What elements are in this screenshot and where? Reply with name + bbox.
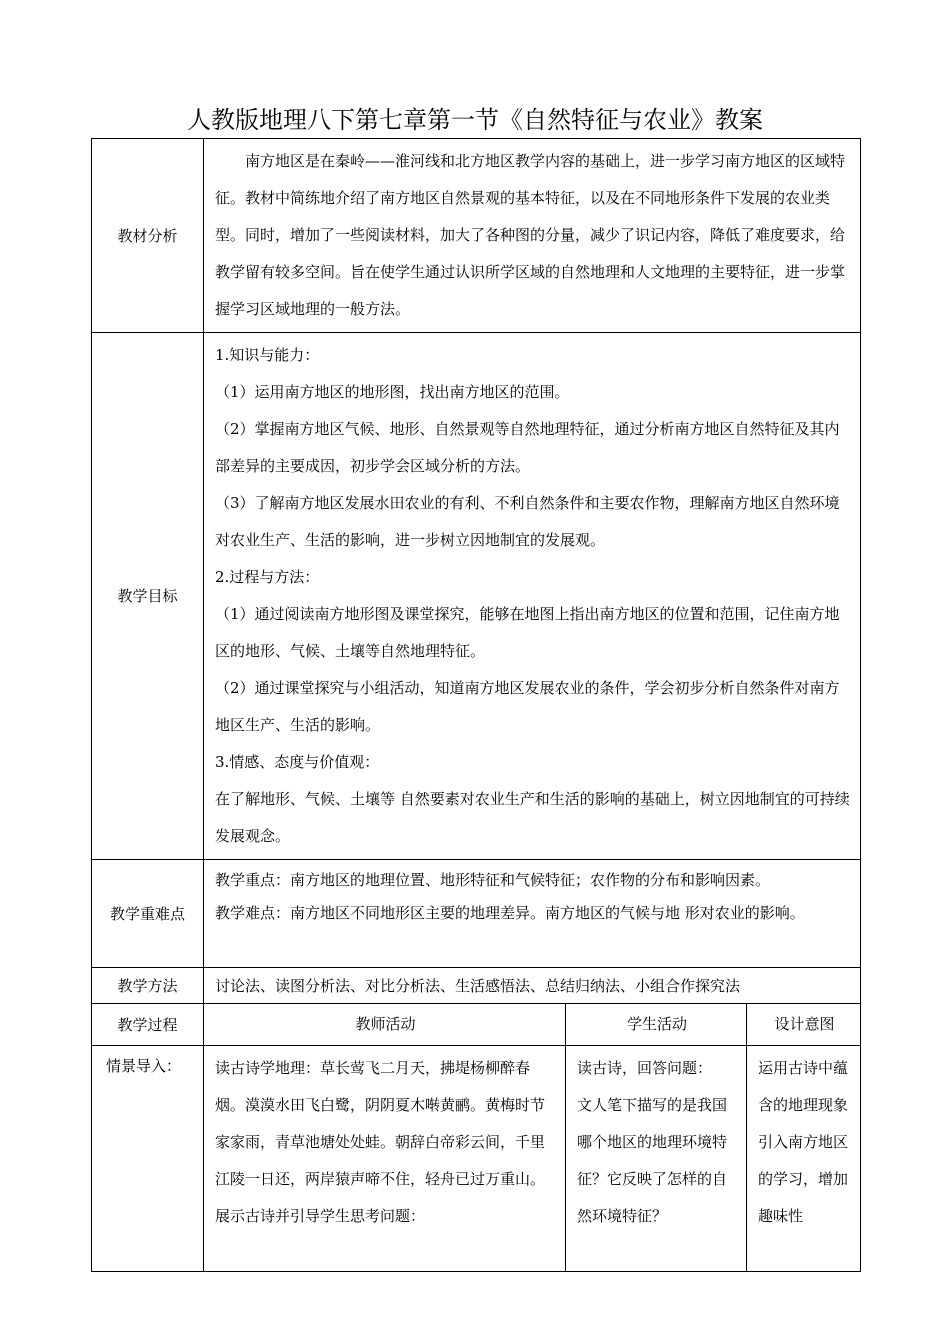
intro-student — [566, 1046, 747, 1272]
methods-text: 讨论法、读图分析法、对比分析法、生活感悟法、总结归纳法、小组合作探究法 — [204, 968, 861, 1004]
row-analysis — [92, 139, 861, 333]
objective-line: 2.过程与方法： — [215, 568, 320, 586]
intent-text: 运用古诗中蕴含的地理现象引入南方地区的学习，增加趣味性 — [758, 1059, 849, 1225]
student-header: 学生活动 — [566, 1004, 747, 1046]
page-title: 人教版地理八下第七章第一节《自然特征与农业》教案 — [187, 106, 763, 134]
analysis-label: 教材分析 — [92, 139, 204, 333]
objective-line: （1）运用南方地区的地形图，找出南方地区的范围。 — [215, 383, 570, 401]
objective-line: （2）掌握南方地区气候、地形、自然景观等自然地理特征，通过分析南方地区自然特征及其内部差异的主要成因，初步学会区域分析的方法。 — [215, 420, 840, 475]
teacher-line: 展示古诗并引导学生思考问题： — [215, 1207, 426, 1225]
keypoint-line: 教学重点：南方地区的地理位置、地形特征和气候特征；农作物的分布和影响因素。 — [215, 871, 771, 889]
objective-line: （1）通过阅读南方地形图及课堂探究，能够在地图上指出南方地区的位置和范围，记住南方地区的地形、气候、土壤等自然地理特征。 — [215, 605, 840, 660]
keypoints-label: 教学重难点 — [92, 860, 204, 968]
intro-intent — [747, 1046, 861, 1272]
objective-line: 1.知识与能力： — [215, 346, 320, 364]
objective-line: （2）通过课堂探究与小组活动，知道南方地区发展农业的条件，学会初步分析自然条件对南方地区生产、生活的影响。 — [215, 679, 840, 734]
keypoint-line: 教学难点：南方地区不同地形区主要的地理差异。南方地区的气候与地 形对农业的影响。 — [215, 904, 805, 922]
intent-header: 设计意图 — [747, 1004, 861, 1046]
lesson-plan-table — [91, 138, 861, 1272]
objective-line: 在了解地形、气候、土壤等 自然要素对农业生产和生活的影响的基础上，树立因地制宜的可持续发展观念。 — [215, 790, 850, 845]
row-objectives — [92, 333, 861, 860]
intro-stage: 情景导入： — [92, 1046, 204, 1272]
objective-line: （3）了解南方地区发展水田农业的有利、不利自然条件和主要农作物，理解南方地区自然环境对农业生产、生活的影响，进一步树立因地制宜的发展观。 — [215, 494, 840, 549]
analysis-text: 南方地区是在秦岭——淮河线和北方地区教学内容的基础上，进一步学习南方地区的区域特征。教材中简练地介绍了南方地区自然景观的基本特征，以及在不同地形条件下发展的农业类型。同时，增加了一些阅读材料，加大了各种图的分量，减少了识记内容，降低了难度要求，给教学留有较多空间。旨在使学生通过认识所学区域的自然地理和人文地理的主要特征，进一步掌握学习区域地理的一般方法。 — [215, 152, 846, 318]
student-line: 文人笔下描写的是我国哪个地区的地理环境特征？它反映了怎样的自然环境特征？ — [577, 1096, 728, 1225]
student-line: 读古诗，回答问题： — [577, 1059, 713, 1077]
row-methods — [92, 968, 861, 1004]
keypoints-content — [204, 860, 861, 968]
objectives-content — [204, 333, 861, 860]
objectives-label: 教学目标 — [92, 333, 204, 860]
intro-teacher — [204, 1046, 566, 1272]
row-intro — [92, 1046, 861, 1272]
teacher-line: 读古诗学地理：草长莺飞二月天，拂堤杨柳醉春烟。漠漠水田飞白鹭，阴阴夏木啭黄鹂。黄梅时节家家雨，青草池塘处处蛙。朝辞白帝彩云间，千里江陵一日还，两岸猿声啼不住，轻舟已过万重山。 — [215, 1059, 546, 1188]
objective-line: 3.情感、态度与价值观： — [215, 753, 380, 771]
row-keypoints — [92, 860, 861, 968]
row-process-header — [92, 1004, 861, 1046]
methods-label: 教学方法 — [92, 968, 204, 1004]
analysis-content — [204, 139, 861, 333]
process-header-label: 教学过程 — [92, 1004, 204, 1046]
teacher-header: 教师活动 — [204, 1004, 566, 1046]
